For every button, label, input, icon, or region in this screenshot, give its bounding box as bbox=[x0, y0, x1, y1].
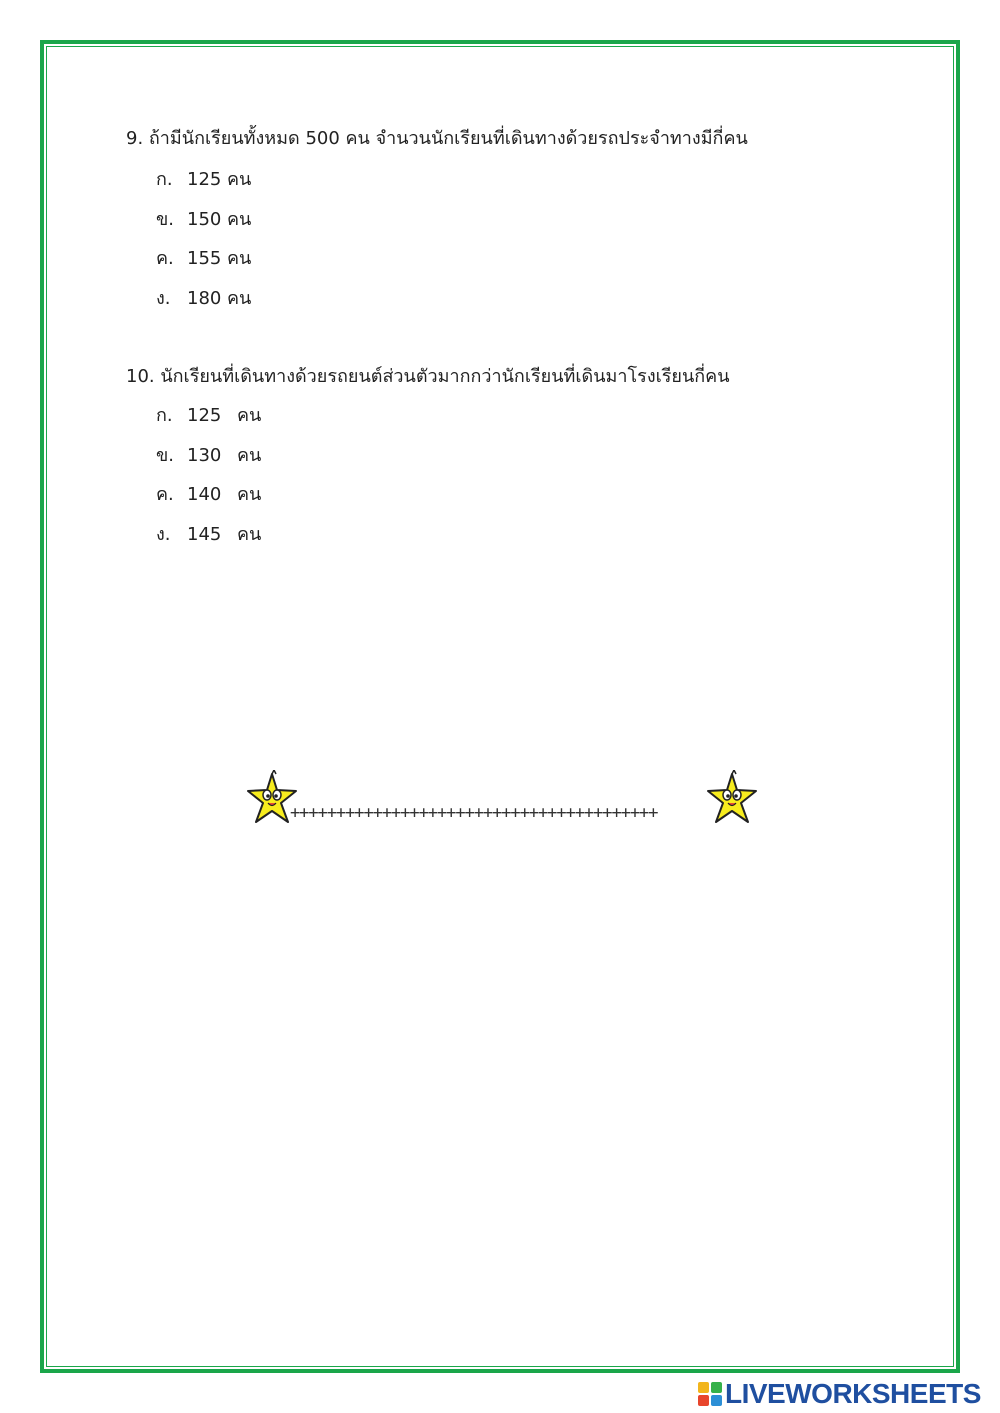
option-unit: คน bbox=[237, 523, 262, 545]
option-letter: ก. bbox=[156, 169, 173, 190]
option-unit: คน bbox=[227, 208, 252, 230]
star-face-icon bbox=[704, 770, 760, 832]
option-value: 155 bbox=[187, 248, 222, 269]
option-value: 125 bbox=[187, 169, 222, 190]
question-9-option-d[interactable] bbox=[156, 287, 251, 327]
logo-text: LIVEWORKSHEETS bbox=[725, 1378, 981, 1409]
option-letter: ง. bbox=[156, 287, 171, 309]
question-10-option-c[interactable] bbox=[156, 483, 261, 523]
option-unit: คน bbox=[227, 287, 252, 309]
option-value: 125 bbox=[187, 405, 222, 426]
question-9-text: 9. ถ้ามีนักเรียนทั้งหมด 500 คน จำนวนนักเรียนที่เดินทางด้วยรถประจำทางมีกี่คน bbox=[126, 128, 748, 149]
question-10-option-d[interactable] bbox=[156, 523, 261, 563]
question-9-options bbox=[156, 168, 251, 326]
plus-line: ++++++++++++++++++++++++++++++++++++++++ bbox=[290, 803, 658, 823]
option-value: 180 bbox=[187, 287, 222, 309]
option-unit: คน bbox=[227, 248, 252, 269]
question-10-option-b[interactable] bbox=[156, 444, 261, 484]
question-10-text: 10. นักเรียนที่เดินทางด้วยรถยนต์ส่วนตัวมากกว่านักเรียนที่เดินมาโรงเรียนกี่คน bbox=[126, 366, 730, 387]
option-letter: ค. bbox=[156, 484, 174, 505]
star-divider bbox=[244, 770, 764, 840]
option-value: 140 bbox=[187, 484, 222, 505]
option-letter: ข. bbox=[156, 208, 175, 230]
option-letter: ก. bbox=[156, 405, 173, 426]
question-9-option-c[interactable] bbox=[156, 247, 251, 287]
question-10-option-a[interactable] bbox=[156, 404, 261, 444]
question-9-option-b[interactable] bbox=[156, 208, 251, 248]
option-value: 150 bbox=[187, 208, 222, 230]
option-value: 130 bbox=[187, 444, 222, 466]
option-unit: คน bbox=[237, 484, 262, 505]
liveworksheets-logo[interactable] bbox=[698, 1378, 981, 1410]
liveworksheets-logo-icon bbox=[698, 1382, 722, 1406]
question-10-options bbox=[156, 404, 261, 562]
option-letter: ค. bbox=[156, 248, 174, 269]
option-unit: คน bbox=[227, 169, 252, 190]
option-unit: คน bbox=[237, 444, 262, 466]
option-value: 145 bbox=[187, 523, 222, 545]
option-letter: ง. bbox=[156, 523, 171, 545]
option-unit: คน bbox=[237, 405, 262, 426]
option-letter: ข. bbox=[156, 444, 175, 466]
question-9-option-a[interactable] bbox=[156, 168, 251, 208]
